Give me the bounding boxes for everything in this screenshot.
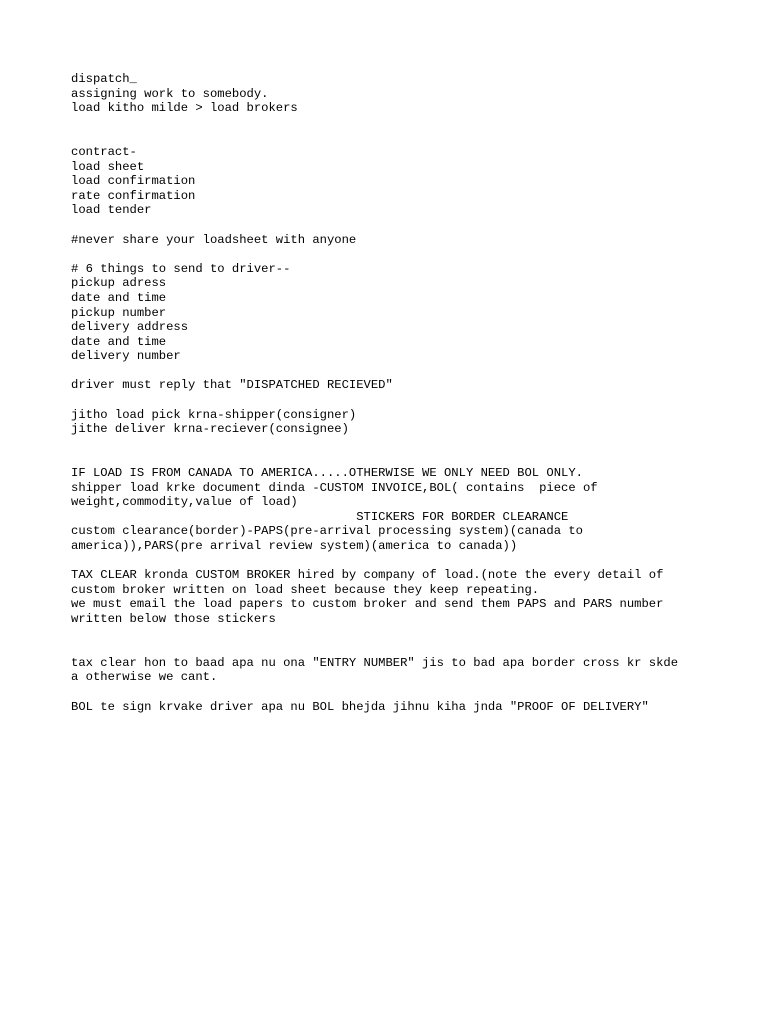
blank-line — [71, 685, 711, 700]
text-line: weight,commodity,value of load) — [71, 495, 298, 510]
text-line: jitho load pick krna-shipper(consigner) — [71, 407, 357, 422]
text-line: # 6 things to send to driver-- — [71, 261, 291, 276]
text-line: a otherwise we cant. — [71, 670, 218, 685]
text-line: delivery address — [71, 320, 189, 335]
text-line: load sheet — [71, 159, 145, 174]
text-line: rate confirmation — [71, 188, 196, 203]
text-line: IF LOAD IS FROM CANADA TO AMERICA.....OTHERWISE WE ONLY NEED BOL ONLY. — [71, 466, 583, 481]
blank-line — [71, 364, 711, 379]
text-line: load tender — [71, 203, 152, 218]
text-line: date and time — [71, 290, 167, 305]
text-line: #never share your loadsheet with anyone — [71, 232, 357, 247]
text-line: BOL te sign krvake driver apa nu BOL bhejda jihnu kiha jnda "PROOF OF DELIVERY" — [71, 699, 649, 714]
blank-line — [71, 451, 711, 466]
blank-line — [71, 218, 711, 233]
text-line: custom broker written on load sheet because they keep repeating. — [71, 582, 540, 597]
text-line: STICKERS FOR BORDER CLEARANCE — [71, 509, 569, 524]
blank-line — [71, 247, 711, 262]
text-line: pickup adress — [71, 276, 167, 291]
blank-line — [71, 641, 711, 656]
text-line: written below those stickers — [71, 611, 276, 626]
document-page — [71, 72, 711, 714]
text-line: we must email the load papers to custom broker and send them PAPS and PARS number — [71, 597, 664, 612]
text-line: shipper load krke document dinda -CUSTOM INVOICE,BOL( contains piece of — [71, 480, 598, 495]
text-line: pickup number — [71, 305, 167, 320]
text-line: contract- — [71, 144, 137, 159]
text-line: tax clear hon to baad apa nu ona "ENTRY NUMBER" jis to bad apa border cross kr skde — [71, 655, 679, 670]
text-line: assigning work to somebody. — [71, 86, 269, 101]
text-line: driver must reply that "DISPATCHED RECIEVED" — [71, 378, 393, 393]
blank-line — [71, 130, 711, 145]
blank-line — [71, 393, 711, 408]
text-line: load confirmation — [71, 174, 196, 189]
blank-line — [71, 554, 711, 569]
text-line: jithe deliver krna-reciever(consignee) — [71, 422, 349, 437]
blank-line — [71, 116, 711, 131]
blank-line — [71, 437, 711, 452]
text-line: custom clearance(border)-PAPS(pre-arrival processing system)(canada to — [71, 524, 583, 539]
text-line: dispatch_ — [71, 72, 137, 86]
text-line: load kitho milde > load brokers — [71, 101, 298, 116]
blank-line — [71, 627, 711, 642]
text-line: delivery number — [71, 349, 181, 364]
text-line: date and time — [71, 334, 167, 349]
text-line: america)),PARS(pre arrival review system)(america to canada)) — [71, 539, 518, 553]
text-line: TAX CLEAR kronda CUSTOM BROKER hired by company of load.(note the every detail of — [71, 568, 664, 583]
